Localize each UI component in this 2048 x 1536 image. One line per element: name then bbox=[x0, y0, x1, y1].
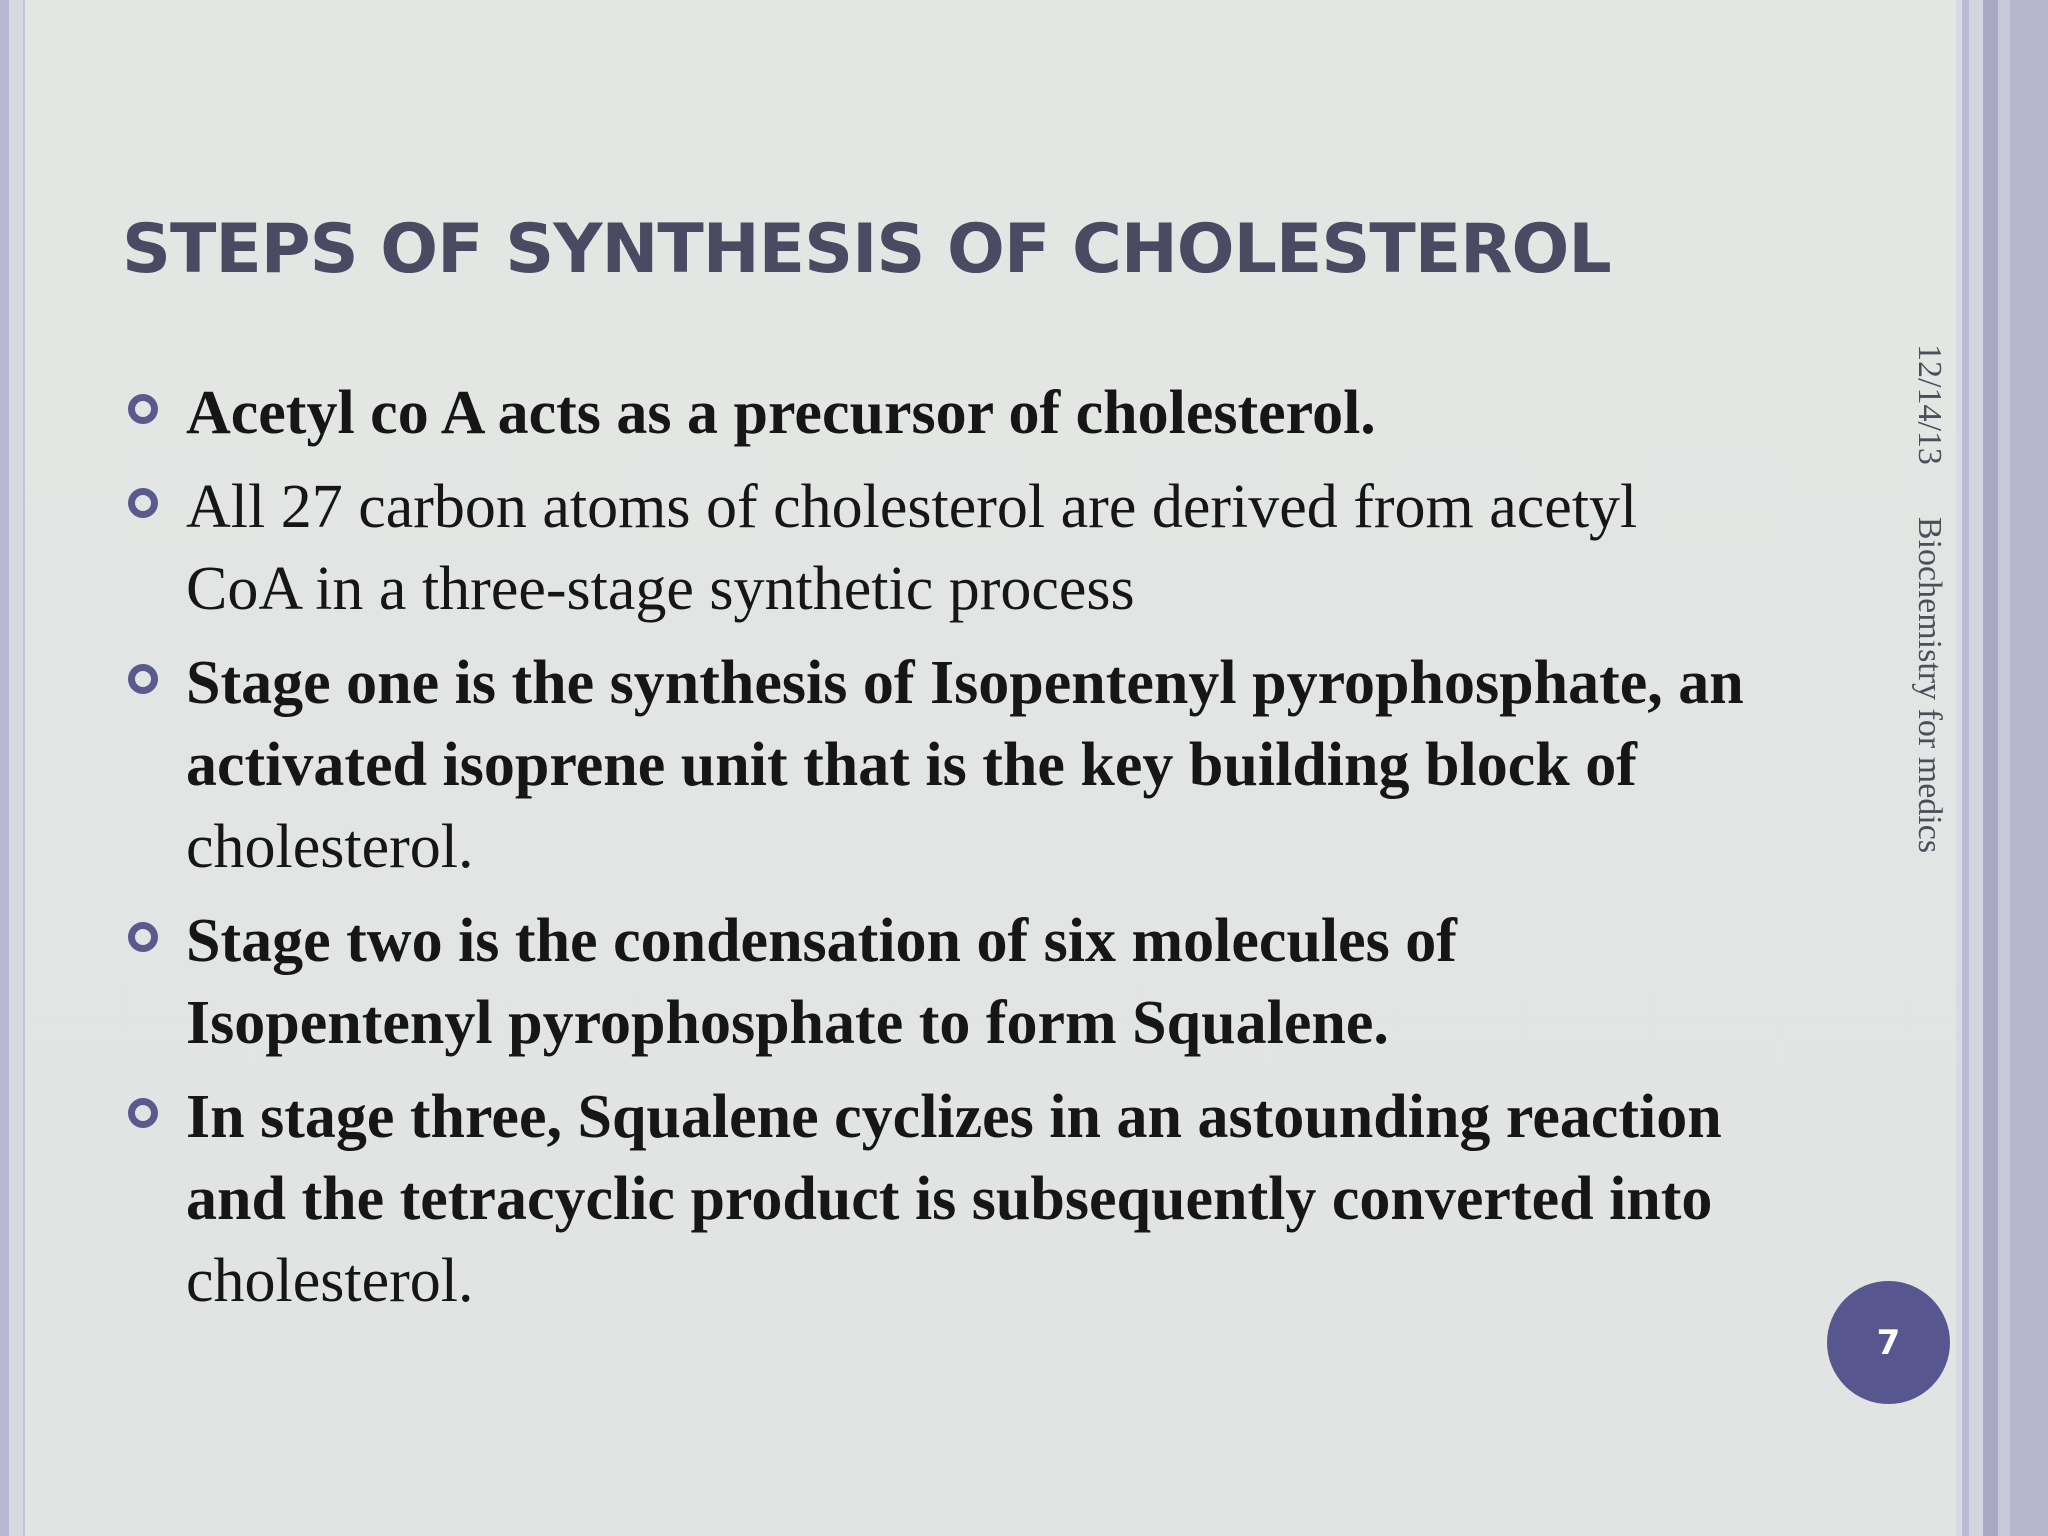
left-border-stripe bbox=[0, 0, 9, 1536]
bullet-bold-text: Acetyl co A acts as a precursor of cholesterol. bbox=[186, 379, 1376, 447]
bullet-ring-icon bbox=[128, 922, 158, 952]
bullet-item bbox=[122, 900, 1762, 1064]
bullet-ring-icon bbox=[128, 394, 158, 424]
right-border-stripe bbox=[2010, 0, 2048, 1536]
bullet-item bbox=[122, 642, 1762, 888]
bullet-normal-text: All 27 carbon atoms of cholesterol are derived from acetyl CoA in a three-stage synthetic process bbox=[186, 473, 1638, 623]
right-border-stripe bbox=[1969, 0, 1983, 1536]
page-number: 7 bbox=[1876, 1322, 1901, 1363]
bullet-normal-text: cholesterol. bbox=[186, 1247, 474, 1315]
right-border-stripe bbox=[1983, 0, 1998, 1536]
page-number-badge bbox=[1827, 1281, 1950, 1404]
side-footer bbox=[1888, 344, 1948, 904]
footer-text: Biochemistry for medics bbox=[1911, 516, 1948, 854]
left-border-stripe bbox=[9, 0, 23, 1536]
bullet-bold-text: Stage two is the condensation of six molecules of Isopentenyl pyrophosphate to form Squalene. bbox=[186, 907, 1457, 1057]
bullet-bold-text: In stage three, Squalene cyclizes in an astounding reaction and the tetracyclic product is subsequently converted into bbox=[186, 1083, 1722, 1233]
bullet-item bbox=[122, 372, 1762, 454]
slide-title: STEPS OF SYNTHESIS OF CHOLESTEROL bbox=[122, 210, 1611, 289]
left-border-stripe bbox=[23, 0, 25, 1536]
right-border-stripe bbox=[1998, 0, 2010, 1536]
bullet-ring-icon bbox=[128, 664, 158, 694]
right-border-stripe bbox=[1962, 0, 1969, 1536]
bullet-bold-text: Stage one is the synthesis of Isopentenyl pyrophosphate, an activated isoprene unit that is the key building block of bbox=[186, 649, 1744, 799]
bullet-list bbox=[122, 372, 1762, 1334]
bullet-normal-text: cholesterol. bbox=[186, 813, 474, 881]
bullet-ring-icon bbox=[128, 488, 158, 518]
bullet-item bbox=[122, 466, 1762, 630]
bullet-ring-icon bbox=[128, 1098, 158, 1128]
slide-date: 12/14/13 bbox=[1911, 344, 1948, 465]
bullet-item bbox=[122, 1076, 1762, 1322]
